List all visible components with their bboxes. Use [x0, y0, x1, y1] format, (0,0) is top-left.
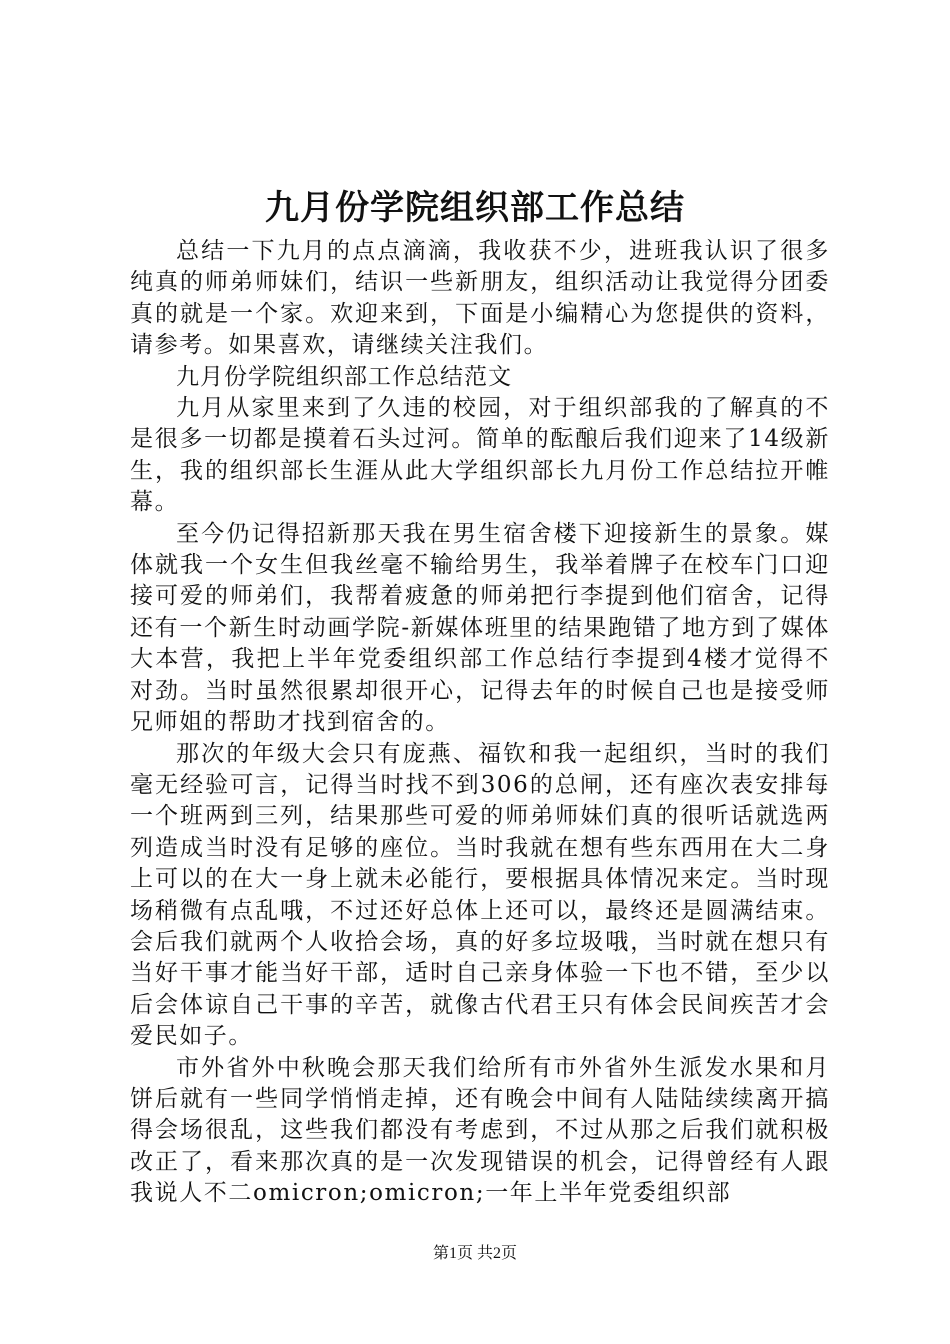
- paragraph-freshman-welcome: 至今仍记得招新那天我在男生宿舍楼下迎接新生的景象。媒体就我一个女生但我丝毫不输给男生，我举着牌子在校车门口迎接可爱的师弟们，我帮着疲惫的师弟把行李提到他们宿舍，记得还有一个新生时动画学院-新媒体班里的结果跑错了地方到了媒体大本营，我把上半年党委组织部工作总结行李提到4楼才觉得不对劲。当时虽然很累却很开心，记得去年的时候自己也是接受师兄师姐的帮助才找到宿舍的。: [130, 520, 830, 736]
- page-footer: 第1页 共2页: [432, 1245, 517, 1262]
- paragraph-mid-autumn: 市外省外中秋晚会那天我们给所有市外省外生派发水果和月饼后就有一些同学悄悄走掉，还有晚会中间有人陆陆续续离开搞得会场很乱，这些我们都没有考虑到，不过从那之后我们就积极改正了，看来那次真的是一次发现错误的机会，记得曾经有人跟我说人不二omicron;omicron;一年上半年党委组织部: [130, 1054, 830, 1207]
- paragraph-subtitle: 九月份学院组织部工作总结范文: [176, 363, 512, 390]
- paragraph-intro: 总结一下九月的点点滴滴，我收获不少，进班我认识了很多纯真的师弟师妹们，结识一些新朋友，组织活动让我觉得分团委真的就是一个家。欢迎来到，下面是小编精心为您提供的资料，请参考。如果喜欢，请继续关注我们。: [130, 238, 830, 359]
- document-title: 九月份学院组织部工作总结: [265, 188, 685, 228]
- paragraph-arrival: 九月从家里来到了久违的校园，对于组织部我的了解真的不是很多一切都是摸着石头过河。简单的酝酿后我们迎来了14级新生，我的组织部长生涯从此大学组织部长九月份工作总结拉开帷幕。: [130, 395, 830, 516]
- document-body: [130, 236, 830, 1210]
- paragraph-grade-meeting: 那次的年级大会只有庞燕、福钦和我一起组织，当时的我们毫无经验可言，记得当时找不到306的总闸，还有座次表安排每一个班两到三列，结果那些可爱的师弟师妹们真的很听话就选两列造成当时没有足够的座位。当时我就在想有些东西用在大二身上可以的在大一身上就未必能行，要根据具体情况来定。当时现场稍微有点乱哦，不过还好总体上还可以，最终还是圆满结束。会后我们就两个人收拾会场，真的好多垃圾哦，当时就在想只有当好干事才能当好干部，适时自己亲身体验一下也不错，至少以后会体谅自己干事的辛苦，就像古代君王只有体会民间疾苦才会爱民如子。: [130, 740, 830, 1050]
